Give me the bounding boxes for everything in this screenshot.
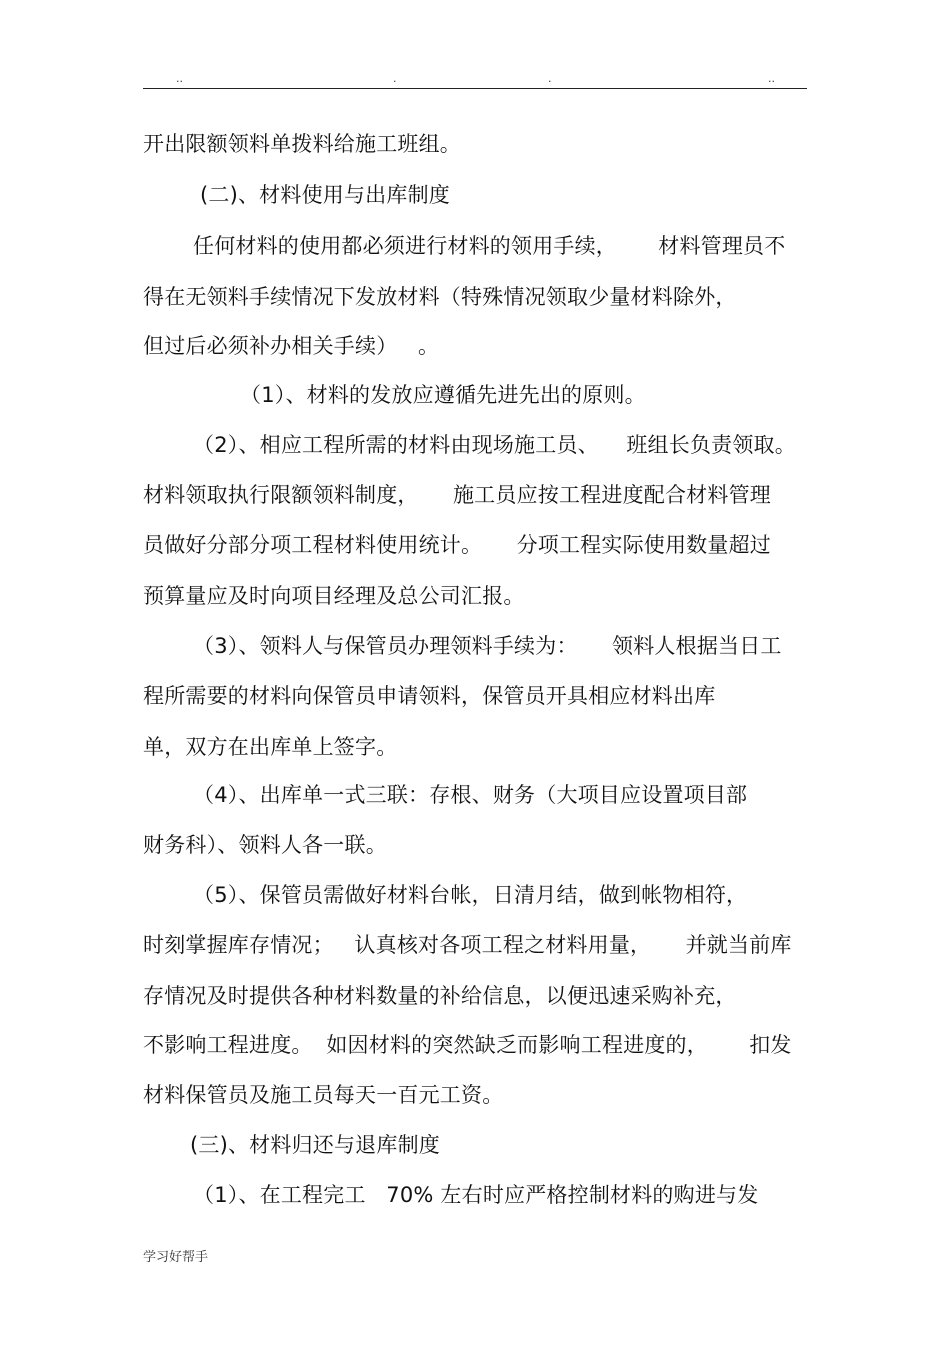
section-heading: (三)、材料归还与退库制度 [190,1133,440,1157]
list-item: （2）、相应工程所需的材料由现场施工员、 班组长负责领取。 [193,433,796,457]
page-header-marks [143,72,807,88]
text-line: 程所需要的材料向保管员申请领料，保管员开具相应材料出库 [143,684,716,708]
text-line: 任何材料的使用都必须进行材料的领用手续， 材料管理员不 [193,234,786,258]
text-line: 得在无领料手续情况下发放材料（特殊情况领取少量材料除外， [143,285,737,309]
text-line: 但过后必须补办相关手续） 。 [143,334,440,358]
text-line: 开出限额领料单拨料给施工班组。 [143,132,461,156]
list-item: （4）、出库单一式三联：存根、财务（大项目应设置项目部 [193,783,748,807]
section-heading: (二)、材料使用与出库制度 [200,183,450,207]
list-item: （5）、保管员需做好材料台帐，日清月结，做到帐物相符， [193,883,748,907]
header-mark: . [548,72,552,85]
text-line: 预算量应及时向项目经理及总公司汇报。 [143,584,525,608]
list-item: （3）、领料人与保管员办理领料手续为： 领料人根据当日工 [193,634,782,658]
page-footer: 学习好帮手 [143,1250,209,1265]
text-line: 财务科）、领料人各一联。 [143,833,387,857]
header-mark: .. [176,72,183,85]
text-line: 员做好分部分项工程材料使用统计。 分项工程实际使用数量超过 [143,533,771,557]
header-mark: .. [768,72,775,85]
text-line: 时刻掌握库存情况； 认真核对各项工程之材料用量， 并就当前库 [143,933,792,957]
text-line: 存情况及时提供各种材料数量的补给信息，以便迅速采购补充， [143,984,737,1008]
header-mark: . [393,72,397,85]
text-line: 不影响工程进度。 如因材料的突然缺乏而影响工程进度的， 扣发 [143,1033,792,1057]
header-rule [143,88,807,89]
list-item: （1）、在工程完工 70% 左右时应严格控制材料的购进与发 [193,1183,759,1207]
text-line: 单，双方在出库单上签字。 [143,735,398,759]
text-line: 材料领取执行限额领料制度， 施工员应按工程进度配合材料管理 [143,483,771,507]
list-item: （1）、材料的发放应遵循先进先出的原则。 [240,383,646,407]
text-line: 材料保管员及施工员每天一百元工资。 [143,1083,504,1107]
